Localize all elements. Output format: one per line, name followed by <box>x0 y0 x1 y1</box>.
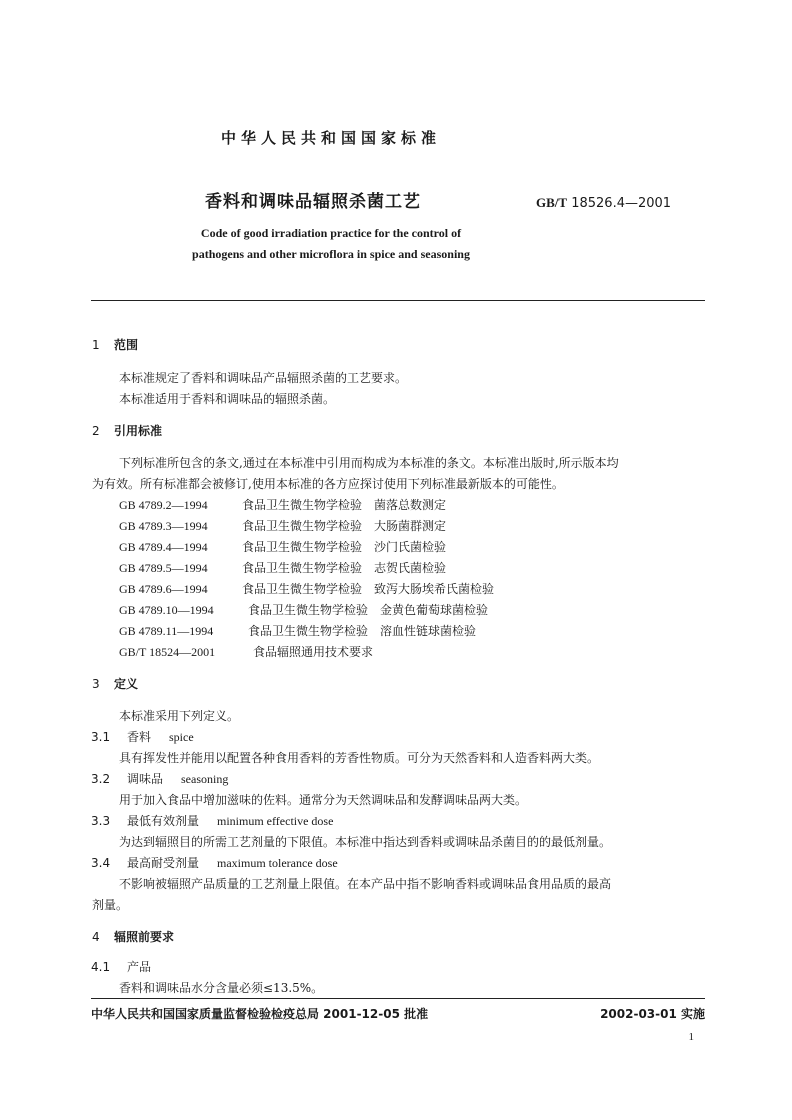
reference-name: 食品辐照通用技术要求 <box>253 645 374 659</box>
reference-row <box>119 643 373 660</box>
reference-row <box>119 517 446 534</box>
term: 产品 <box>127 960 152 974</box>
term: 最高耐受剂量 <box>127 856 200 870</box>
definition-3-2-heading <box>91 770 228 787</box>
subsection-number: 4.1 <box>91 960 111 974</box>
section-number: 3 <box>92 677 100 691</box>
subsection-number: 3.2 <box>91 772 111 786</box>
section-4-heading <box>92 928 174 945</box>
reference-name: 食品卫生微生物学检验 菌落总数测定 <box>242 498 447 512</box>
section-1-heading <box>92 336 138 353</box>
reference-row <box>119 496 446 513</box>
reference-row <box>119 622 476 639</box>
reference-row <box>119 559 446 576</box>
section-title: 引用标准 <box>114 424 163 438</box>
definition-3-1-text: 具有挥发性并能用以配置各种食用香料的芳香性物质。可分为天然香料和人造香料两大类。 <box>119 751 600 765</box>
footer-divider <box>91 998 705 999</box>
national-standard-heading: 中华人民共和国国家标准 <box>220 129 441 147</box>
section-title: 辐照前要求 <box>114 930 175 944</box>
footer-effective-date: 2002-03-01 实施 <box>600 1007 705 1021</box>
term: 调味品 <box>127 772 164 786</box>
reference-code: GB 4789.4—1994 <box>119 540 208 554</box>
term: 最低有效剂量 <box>127 814 200 828</box>
english-title-line-2: pathogens and other microflora in spice and seasoning <box>192 247 470 261</box>
term-english: maximum tolerance dose <box>217 856 338 870</box>
standard-code-prefix: GB/T <box>536 195 568 210</box>
reference-name: 食品卫生微生物学检验 致泻大肠埃希氏菌检验 <box>242 582 495 596</box>
standard-code-number: 18526.4—2001 <box>571 196 672 211</box>
section-number: 4 <box>92 930 100 944</box>
reference-name: 食品卫生微生物学检验 金黄色葡萄球菌检验 <box>248 603 489 617</box>
reference-name: 食品卫生微生物学检验 志贺氏菌检验 <box>242 561 447 575</box>
reference-name: 食品卫生微生物学检验 溶血性链球菌检验 <box>248 624 477 638</box>
english-title-line-1: Code of good irradiation practice for the control of <box>200 226 462 240</box>
section-title: 定义 <box>114 677 139 691</box>
section-title: 范围 <box>114 338 139 352</box>
definition-3-2-text: 用于加入食品中增加滋味的佐料。通常分为天然调味品和发酵调味品两大类。 <box>119 793 528 807</box>
section-2-heading <box>92 422 162 439</box>
reference-row <box>119 601 488 618</box>
definition-3-3-heading <box>91 812 333 829</box>
definition-3-4-text-line-2: 剂量。 <box>92 898 129 912</box>
reference-code: GB 4789.5—1994 <box>119 561 208 575</box>
reference-name: 食品卫生微生物学检验 大肠菌群测定 <box>242 519 447 533</box>
reference-code: GB 4789.3—1994 <box>119 519 208 533</box>
section-3-heading <box>92 675 138 692</box>
subsection-4-1-text: 香料和调味品水分含量必须≤13.5%。 <box>119 981 324 995</box>
term: 香料 <box>127 730 152 744</box>
term-english: spice <box>169 730 194 744</box>
definition-3-4-heading <box>91 854 338 871</box>
section-1-paragraph-2: 本标准适用于香料和调味品的辐照杀菌。 <box>119 392 336 406</box>
term-english: seasoning <box>181 772 229 786</box>
reference-code: GB 4789.6—1994 <box>119 582 208 596</box>
definition-3-1-heading <box>91 728 194 745</box>
subsection-4-1-heading <box>91 958 151 975</box>
section-number: 1 <box>92 338 100 352</box>
section-2-paragraph-line-1: 下列标准所包含的条文,通过在本标准中引用而构成为本标准的条文。本标准出版时,所示版本均 <box>119 456 619 470</box>
subsection-number: 3.4 <box>91 856 111 870</box>
document-title: 香料和调味品辐照杀菌工艺 <box>205 192 421 212</box>
section-3-intro: 本标准采用下列定义。 <box>119 709 240 723</box>
reference-code: GB/T 18524—2001 <box>119 645 216 659</box>
term-english: minimum effective dose <box>217 814 334 828</box>
section-1-paragraph-1: 本标准规定了香料和调味品产品辐照杀菌的工艺要求。 <box>119 371 408 385</box>
reference-code: GB 4789.2—1994 <box>119 498 208 512</box>
subsection-number: 3.3 <box>91 814 111 828</box>
section-2-paragraph-line-2: 为有效。所有标准都会被修订,使用本标准的各方应探讨使用下列标准最新版本的可能性。 <box>92 477 564 491</box>
reference-code: GB 4789.11—1994 <box>119 624 214 638</box>
header-divider <box>91 300 705 301</box>
reference-row <box>119 580 494 597</box>
section-number: 2 <box>92 424 100 438</box>
footer-issuer: 中华人民共和国国家质量监督检验检疫总局 2001-12-05 批准 <box>91 1007 429 1021</box>
definition-3-4-text-line-1: 不影响被辐照产品质量的工艺剂量上限值。在本产品中指不影响香料或调味品食用品质的最高 <box>119 877 612 891</box>
page-number: 1 <box>688 1031 694 1043</box>
reference-name: 食品卫生微生物学检验 沙门氏菌检验 <box>242 540 447 554</box>
subsection-number: 3.1 <box>91 730 111 744</box>
reference-row <box>119 538 446 555</box>
definition-3-3-text: 为达到辐照目的所需工艺剂量的下限值。本标准中指达到香料或调味品杀菌目的的最低剂量。 <box>119 835 612 849</box>
reference-code: GB 4789.10—1994 <box>119 603 214 617</box>
standard-code <box>536 195 671 211</box>
